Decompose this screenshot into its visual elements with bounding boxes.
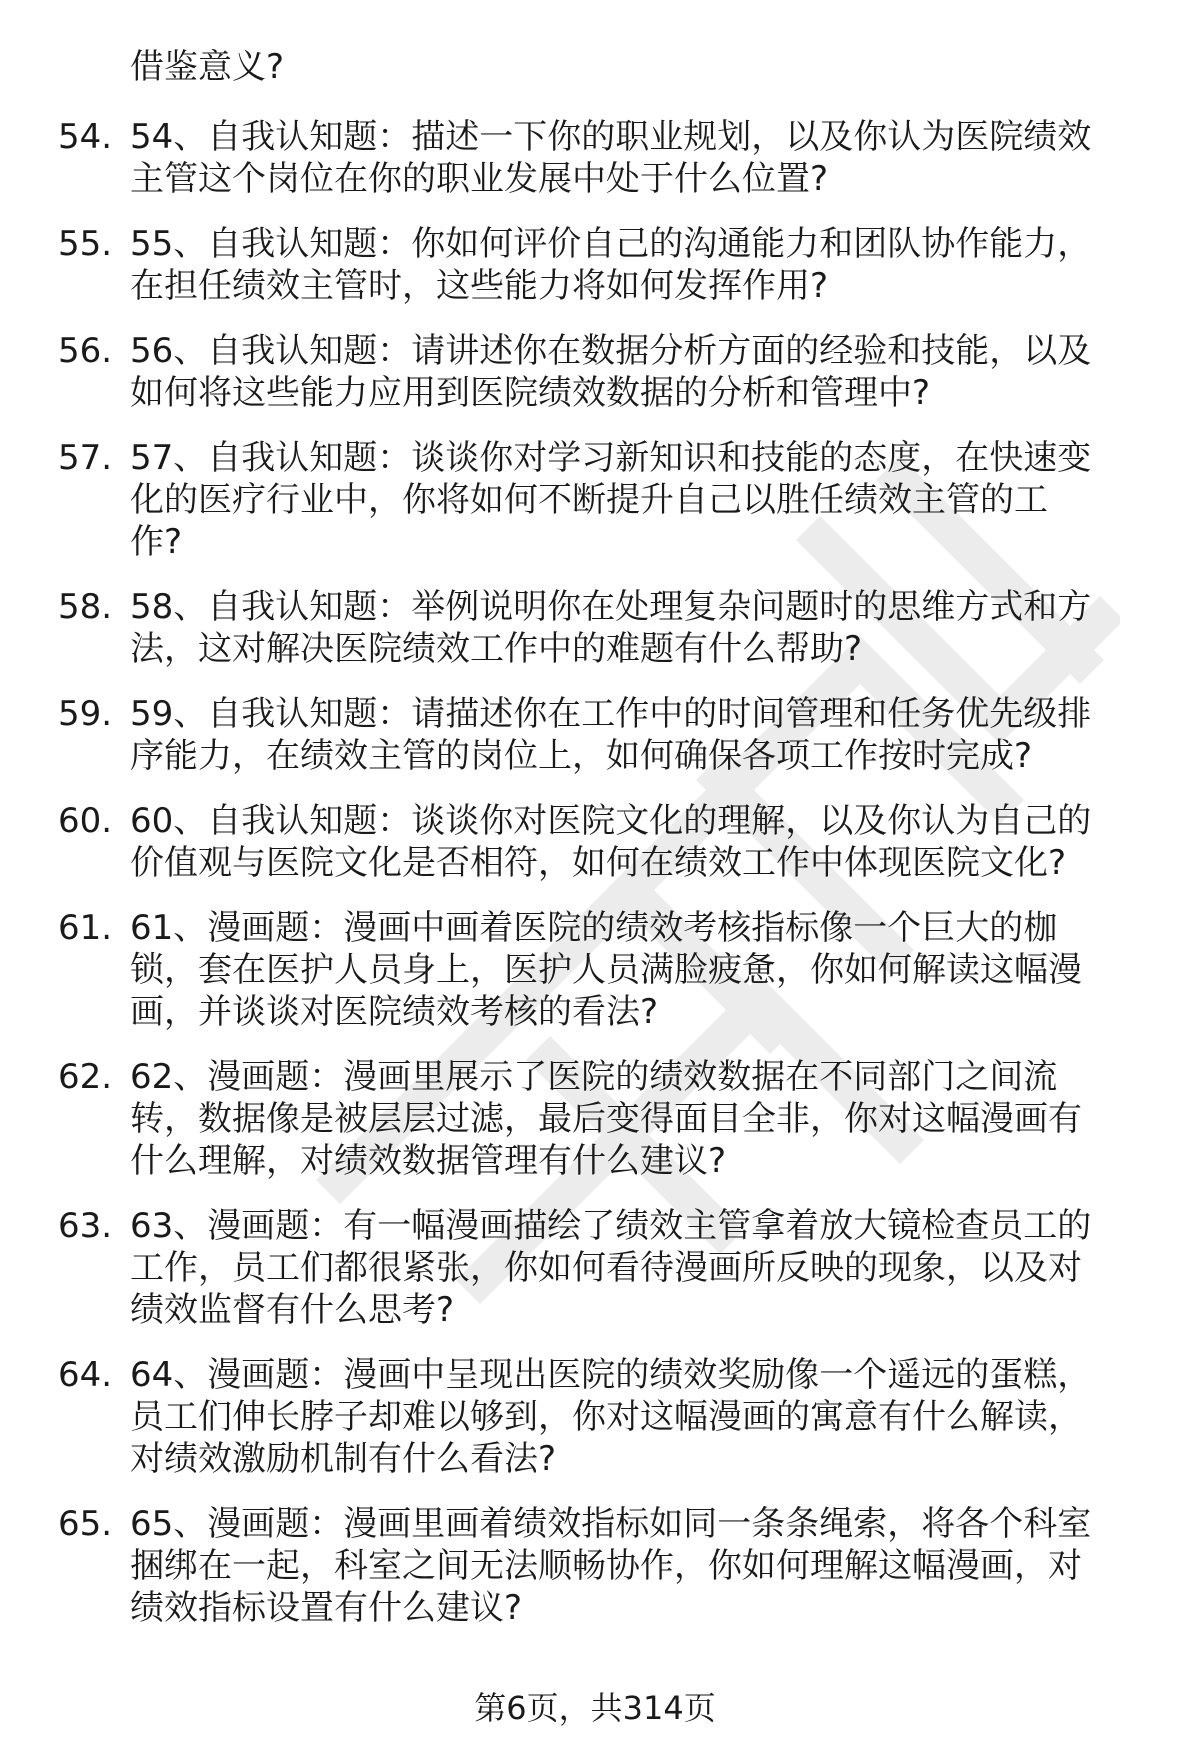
question-text-line: 绩效监督有什么思考? xyxy=(130,1290,455,1330)
question-text-line: 56、自我认知题：请讲述你在数据分析方面的经验和技能，以及 xyxy=(130,331,1092,371)
question-item xyxy=(0,223,1190,307)
question-text-line: 法，这对解决医院绩效工作中的难题有什么帮助? xyxy=(130,629,863,669)
question-text-line: 58、自我认知题：举例说明你在处理复杂问题时的思维方式和方 xyxy=(130,587,1092,627)
question-number: 64. xyxy=(58,1355,113,1395)
question-text-line: 55、自我认知题：你如何评价自己的沟通能力和团队协作能力， xyxy=(130,224,1092,264)
continued-text-line: 借鉴意义? xyxy=(130,47,285,87)
question-text-line: 转，数据像是被层层过滤，最后变得面目全非，你对这幅漫画有 xyxy=(130,1099,1082,1139)
question-number: 56. xyxy=(58,331,113,371)
question-text-line: 锁，套在医护人员身上，医护人员满脸疲惫，你如何解读这幅漫 xyxy=(130,950,1082,990)
question-text-line: 绩效指标设置有什么建议? xyxy=(130,1588,523,1628)
question-text-line: 60、自我认知题：谈谈你对医院文化的理解，以及你认为自己的 xyxy=(130,801,1092,841)
question-text-line: 工作，员工们都很紧张，你如何看待漫画所反映的现象，以及对 xyxy=(130,1248,1082,1288)
question-item xyxy=(0,437,1190,563)
question-item xyxy=(0,116,1190,200)
question-text-line: 54、自我认知题：描述一下你的职业规划，以及你认为医院绩效 xyxy=(130,117,1092,157)
question-item xyxy=(0,1503,1190,1629)
question-text-line: 序能力，在绩效主管的岗位上，如何确保各项工作按时完成? xyxy=(130,736,1033,776)
question-text-line: 如何将这些能力应用到医院绩效数据的分析和管理中? xyxy=(130,373,931,413)
question-text-line: 作? xyxy=(130,522,183,562)
question-text-line: 62、漫画题：漫画里展示了医院的绩效数据在不同部门之间流 xyxy=(130,1057,1058,1097)
question-text-line: 对绩效激励机制有什么看法? xyxy=(130,1439,557,1479)
question-text-line: 65、漫画题：漫画里画着绩效指标如同一条条绳索，将各个科室 xyxy=(130,1504,1092,1544)
question-text-line: 捆绑在一起，科室之间无法顺畅协作，你如何理解这幅漫画，对 xyxy=(130,1546,1082,1586)
question-text-line: 画，并谈谈对医院绩效考核的看法? xyxy=(130,992,659,1032)
question-number: 61. xyxy=(58,908,113,948)
question-text-line: 64、漫画题：漫画中呈现出医院的绩效奖励像一个遥远的蛋糕， xyxy=(130,1355,1092,1395)
question-number: 54. xyxy=(58,117,113,157)
question-text-line: 在担任绩效主管时，这些能力将如何发挥作用? xyxy=(130,266,829,306)
question-item xyxy=(0,586,1190,670)
question-number: 57. xyxy=(58,438,113,478)
question-number: 62. xyxy=(58,1057,113,1097)
question-number: 60. xyxy=(58,801,113,841)
question-text-line: 59、自我认知题：请描述你在工作中的时间管理和任务优先级排 xyxy=(130,694,1092,734)
question-number: 58. xyxy=(58,587,113,627)
question-text-line: 主管这个岗位在你的职业发展中处于什么位置? xyxy=(130,159,829,199)
question-text-line: 63、漫画题：有一幅漫画描绘了绩效主管拿着放大镜检查员工的 xyxy=(130,1206,1092,1246)
question-item xyxy=(0,907,1190,1033)
question-text-line: 价值观与医院文化是否相符，如何在绩效工作中体现医院文化? xyxy=(130,843,1067,883)
question-number: 65. xyxy=(58,1504,113,1544)
question-item xyxy=(0,1205,1190,1331)
question-text-line: 员工们伸长脖子却难以够到，你对这幅漫画的寓意有什么解读， xyxy=(130,1397,1082,1437)
page-footer: 第6页，共314页 xyxy=(474,1689,716,1727)
question-text-line: 61、漫画题：漫画中画着医院的绩效考核指标像一个巨大的枷 xyxy=(130,908,1058,948)
question-item xyxy=(0,800,1190,884)
question-list xyxy=(0,116,1190,1652)
question-item xyxy=(0,693,1190,777)
question-number: 59. xyxy=(58,694,113,734)
question-item xyxy=(0,1056,1190,1182)
question-text-line: 57、自我认知题：谈谈你对学习新知识和技能的态度，在快速变 xyxy=(130,438,1092,478)
question-number: 55. xyxy=(58,224,113,264)
question-text-line: 化的医疗行业中，你将如何不断提升自己以胜任绩效主管的工 xyxy=(130,480,1048,520)
question-text-line: 什么理解，对绩效数据管理有什么建议? xyxy=(130,1141,727,1181)
question-number: 63. xyxy=(58,1206,113,1246)
question-item xyxy=(0,330,1190,414)
question-item xyxy=(0,1354,1190,1480)
